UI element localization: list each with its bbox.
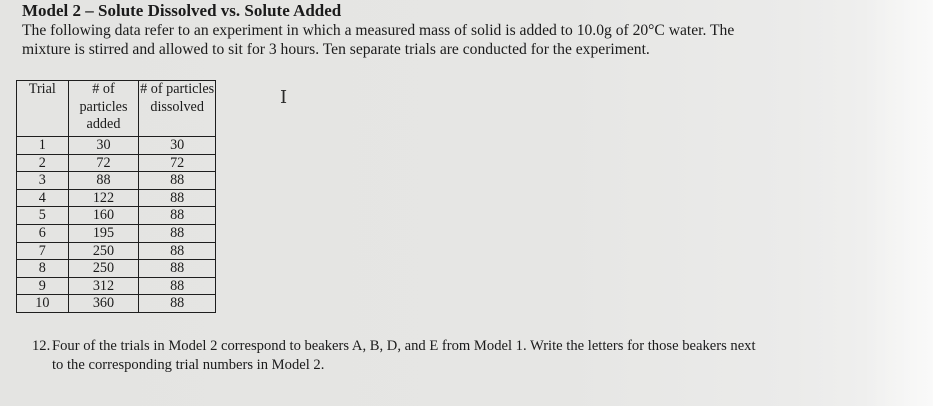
question-line-1	[32, 337, 902, 356]
cell-particles-dissolved: 30	[139, 137, 216, 155]
cell-particles-added: 312	[68, 277, 139, 295]
question-number: 12.	[32, 338, 51, 354]
cell-particles-added: 360	[68, 295, 139, 313]
table-row	[17, 154, 216, 172]
cell-trial: 1	[17, 137, 69, 155]
cell-particles-dissolved: 88	[139, 207, 216, 225]
table-body	[17, 137, 216, 313]
cell-trial: 9	[17, 277, 69, 295]
table-row	[17, 295, 216, 313]
cell-particles-dissolved: 88	[139, 242, 216, 260]
table-row	[17, 260, 216, 278]
cell-particles-dissolved: 88	[139, 172, 216, 190]
header-trial: Trial	[17, 81, 69, 137]
cell-particles-added: 250	[68, 260, 139, 278]
table-row	[17, 137, 216, 155]
cell-particles-dissolved: 72	[139, 154, 216, 172]
table-row	[17, 277, 216, 295]
cell-particles-added: 160	[68, 207, 139, 225]
header-particles-dissolved: # of particles dissolved	[139, 81, 216, 137]
cell-particles-dissolved: 88	[139, 277, 216, 295]
cell-particles-added: 195	[68, 224, 139, 242]
cell-trial: 6	[17, 224, 69, 242]
intro-paragraph	[22, 21, 822, 59]
cell-trial: 5	[17, 207, 69, 225]
cell-particles-added: 72	[68, 154, 139, 172]
table-row	[17, 207, 216, 225]
text-cursor-icon: I	[280, 87, 288, 108]
question-12	[32, 337, 902, 375]
table-row	[17, 172, 216, 190]
question-text-1: Four of the trials in Model 2 correspond to beakers A, B, D, and E from Model 1. Write the letters for those beakers next	[52, 338, 756, 354]
question-line-2: to the corresponding trial numbers in Model 2.	[52, 357, 325, 373]
cell-particles-added: 30	[68, 137, 139, 155]
cell-trial: 10	[17, 295, 69, 313]
cell-particles-dissolved: 88	[139, 260, 216, 278]
cell-trial: 7	[17, 242, 69, 260]
cell-particles-added: 122	[68, 189, 139, 207]
cell-trial: 8	[17, 260, 69, 278]
cell-particles-dissolved: 88	[139, 224, 216, 242]
cell-particles-dissolved: 88	[139, 189, 216, 207]
cell-trial: 3	[17, 172, 69, 190]
intro-line-1: The following data refer to an experiment in which a measured mass of solid is added to 10.0g of 20°C water. The	[22, 22, 735, 39]
table-header-row	[17, 81, 216, 137]
data-table	[16, 80, 216, 313]
cell-particles-added: 88	[68, 172, 139, 190]
table-row	[17, 224, 216, 242]
cell-particles-added: 250	[68, 242, 139, 260]
cell-trial: 4	[17, 189, 69, 207]
table-row	[17, 242, 216, 260]
cell-particles-dissolved: 88	[139, 295, 216, 313]
header-particles-added: # of particles added	[68, 81, 139, 137]
cell-trial: 2	[17, 154, 69, 172]
model-title: Model 2 – Solute Dissolved vs. Solute Added	[22, 1, 342, 20]
intro-line-2: mixture is stirred and allowed to sit for 3 hours. Ten separate trials are conducted for the experiment.	[22, 41, 650, 58]
table-row	[17, 189, 216, 207]
